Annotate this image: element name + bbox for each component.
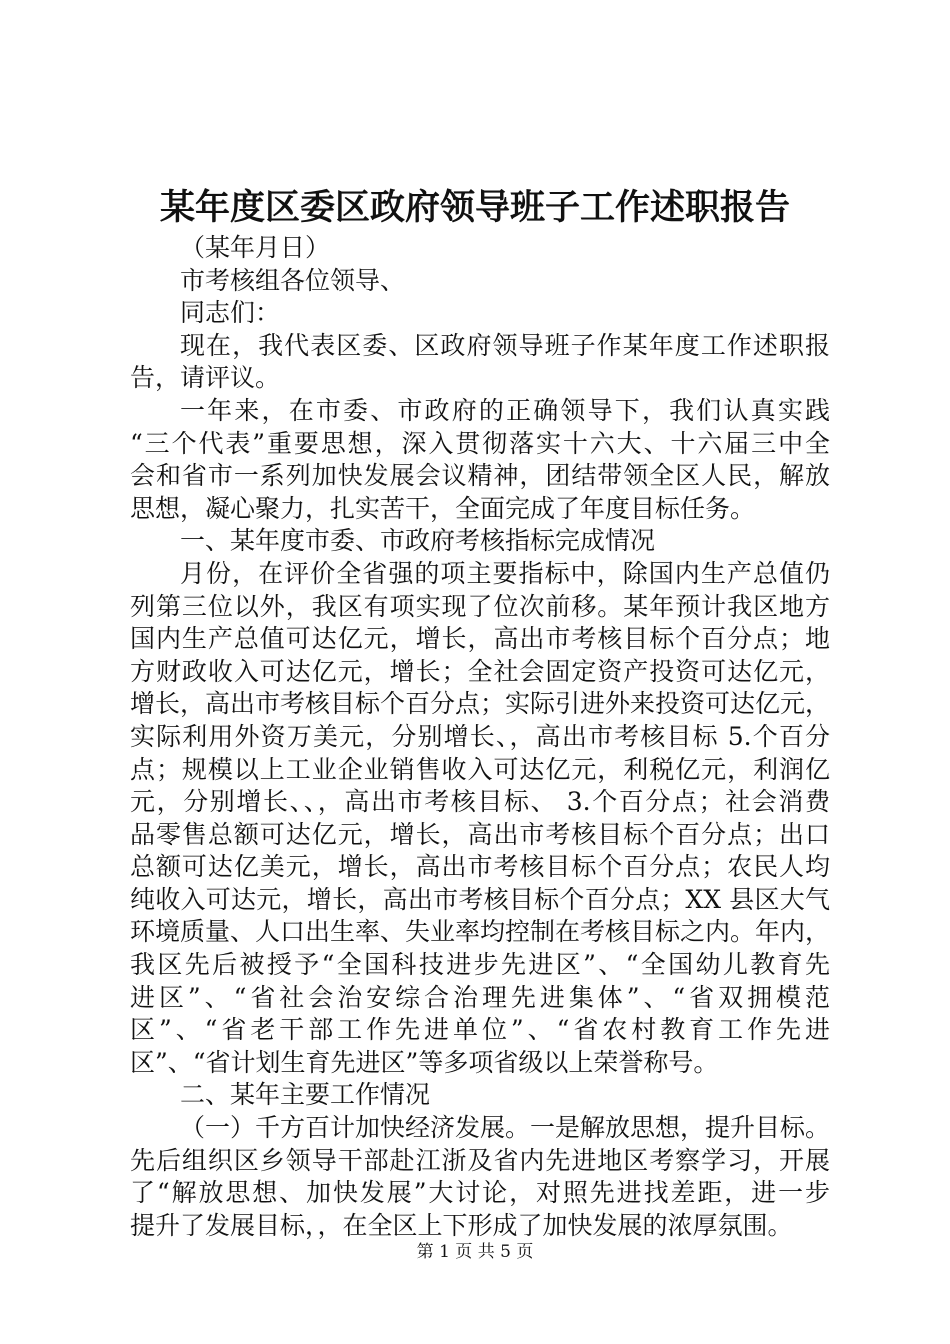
text-line: 一、某年度市委、市政府考核指标完成情况 (180, 526, 656, 556)
text-line: 点；规模以上工业企业销售收入可达亿元，利税亿元，利润亿 (130, 754, 830, 784)
text-line: 会和省市一系列加快发展会议精神，团结带领全区人民，解放 (130, 461, 830, 491)
text-line: “三个代表”重要思想，深入贯彻落实十六大、十六届三中全 (130, 428, 830, 458)
text-line: 市考核组各位领导、 (180, 265, 406, 295)
text-line: 提升了发展目标，，在全区上下形成了加快发展的浓厚氛围。 (130, 1210, 793, 1240)
text-line: 元，分别增长、、，高出市考核目标、 3.个百分点；社会消费 (130, 787, 830, 817)
text-line: 国内生产总值可达亿元，增长，高出市考核目标个百分点；地 (130, 624, 830, 654)
text-line: 告，请评议。 (130, 363, 281, 393)
text-line: 月份，在评价全省强的项主要指标中，除国内生产总值仍 (180, 558, 830, 588)
text-line: 实际利用外资万美元，分别增长、，高出市考核目标 5.个百分 (130, 721, 830, 751)
text-line: 环境质量、人口出生率、失业率均控制在考核目标之内。年内， (130, 917, 831, 947)
text-line: 进区”、“省社会治安综合治理先进集体”、“省双拥模范 (130, 982, 830, 1012)
text-line: 先后组织区乡领导干部赴江浙及省内先进地区考察学习，开展 (130, 1145, 830, 1175)
text-line: 同志们： (180, 298, 281, 328)
text-line: 增长，高出市考核目标个百分点；实际引进外来投资可达亿元， (130, 689, 831, 719)
text-line: （某年月日） (180, 233, 331, 262)
text-line: （一）千方百计加快经济发展。一是解放思想，提升目标。 (180, 1113, 831, 1143)
text-line: 了“解放思想、加快发展”大讨论，对照先进找差距，进一步 (130, 1178, 830, 1208)
document-title: 某年度区委区政府领导班子工作述职报告 (159, 187, 790, 228)
page-footer: 第 1 页 共 5 页 (416, 1242, 534, 1262)
text-line: 总额可达亿美元，增长，高出市考核目标个百分点；农民人均 (130, 852, 830, 882)
text-line: 一年来，在市委、市政府的正确领导下，我们认真实践 (180, 395, 830, 425)
text-line: 方财政收入可达亿元，增长；全社会固定资产投资可达亿元， (130, 656, 830, 686)
text-line: 二、某年主要工作情况 (180, 1080, 431, 1110)
text-line: 区”、“省老干部工作先进单位”、“省农村教育工作先进 (130, 1015, 830, 1045)
text-line: 品零售总额可达亿元，增长，高出市考核目标个百分点；出口 (130, 819, 830, 849)
text-line: 区”、“省计划生育先进区”等多项省级以上荣誉称号。 (130, 1047, 719, 1077)
text-line: 思想，凝心聚力，扎实苦干，全面完成了年度目标任务。 (130, 493, 756, 523)
text-line: 我区先后被授予“全国科技进步先进区”、“全国幼儿教育先 (130, 950, 830, 980)
text-line: 现在，我代表区委、区政府领导班子作某年度工作述职报 (180, 330, 830, 360)
document-body (130, 232, 830, 1242)
text-line: 列第三位以外，我区有项实现了位次前移。某年预计我区地方 (130, 591, 830, 621)
text-line: 纯收入可达元，增长，高出市考核目标个百分点；XX 县区大气 (130, 884, 830, 914)
